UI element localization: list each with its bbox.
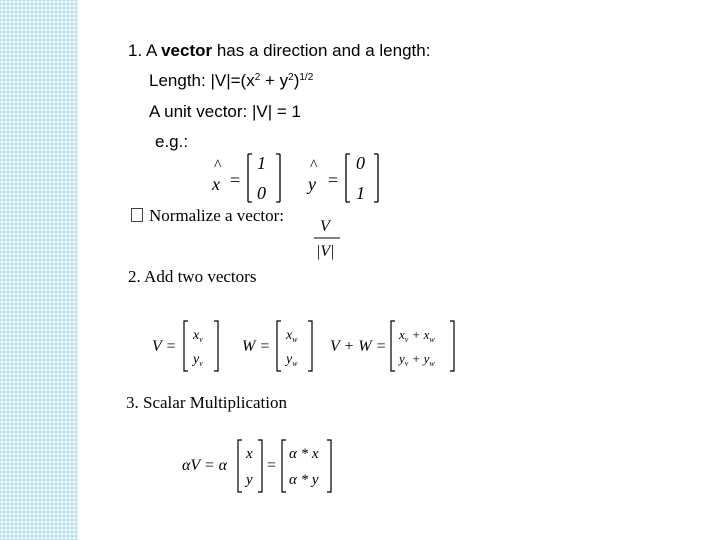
- unit-vector-examples: [200, 148, 390, 210]
- scalar-result-top: α * x: [289, 446, 319, 462]
- scalar-left-bracket-1: [238, 440, 242, 492]
- xhat-example: [211, 153, 280, 203]
- svg-text:xv: [192, 328, 203, 344]
- yhat-hat: ^: [310, 157, 318, 174]
- xhat-top: 1: [257, 153, 266, 173]
- v-lhs: V =: [152, 338, 177, 355]
- w-right-bracket: [308, 321, 312, 371]
- xhat-right-bracket: [276, 154, 280, 202]
- yhat-bottom: 1: [356, 183, 365, 203]
- yhat-equals: =: [328, 170, 339, 190]
- add-vectors-heading: 2. Add two vectors: [128, 267, 257, 286]
- scalar-right-bracket-2: [327, 440, 331, 492]
- w-bottom: y: [286, 352, 293, 367]
- w-left-bracket: [277, 321, 281, 371]
- length-mid: + y: [260, 71, 289, 90]
- scalar-bottom: y: [246, 472, 253, 488]
- scalar-multiplication-formula: [180, 436, 340, 496]
- svg-text:xv + xw: [398, 327, 435, 344]
- scalar-right-bracket-1: [258, 440, 262, 492]
- svg-text:yv: [191, 352, 203, 368]
- yhat-right-bracket: [374, 154, 378, 202]
- normalize-formula: [310, 214, 350, 264]
- xhat-left-bracket: [248, 154, 252, 202]
- scalar-top: x: [246, 446, 253, 462]
- xhat-bottom: 0: [257, 183, 266, 203]
- sum-bottom-b-sub: w: [429, 359, 435, 368]
- line1-bold-term: vector: [161, 41, 213, 60]
- v-bottom: y: [193, 352, 200, 367]
- svg-text:xw: [285, 328, 298, 344]
- scalar-result-bottom: α * y: [289, 472, 319, 488]
- svg-text:yw: [284, 352, 298, 368]
- length-prefix: Length: |V|=(x: [149, 71, 255, 90]
- length-sup-2: 2: [288, 72, 294, 83]
- scalar-multiplication-heading: 3. Scalar Multiplication: [126, 393, 287, 412]
- normalize-denominator: |V|: [316, 243, 335, 260]
- sum-bottom-op: + y: [408, 351, 430, 366]
- length-close: ): [293, 71, 300, 90]
- scalar-lhs: αV = α: [182, 457, 228, 474]
- line1-prefix: 1. A: [128, 41, 162, 60]
- yhat-left-bracket: [346, 154, 350, 202]
- eg-line: e.g.:: [155, 132, 189, 151]
- length-formula-line: [149, 71, 313, 91]
- sum-bottom-a-sub: v: [404, 359, 409, 368]
- unit-vector-line: A unit vector: |V| = 1: [149, 102, 301, 121]
- normalize-text: Normalize a vector:: [149, 206, 284, 225]
- normalize-numerator: V: [320, 218, 330, 235]
- sum-top-a-sub: v: [404, 335, 409, 344]
- v-left-bracket: [184, 321, 188, 371]
- w-bottom-sub: w: [292, 359, 298, 368]
- v-top-sub: v: [199, 335, 203, 344]
- sum-top-op: + x: [408, 327, 430, 342]
- yhat-var: y: [308, 174, 316, 194]
- sum-left-bracket: [391, 321, 395, 371]
- v-top: x: [193, 328, 200, 343]
- w-top: x: [286, 328, 293, 343]
- decorative-side-band: [0, 0, 78, 540]
- v-right-bracket: [214, 321, 218, 371]
- xhat-equals: =: [230, 170, 241, 190]
- xhat-hat: ^: [214, 157, 222, 174]
- v-bottom-sub: v: [199, 359, 203, 368]
- w-top-sub: w: [292, 335, 298, 344]
- bullet-square-icon: [131, 208, 143, 222]
- sum-lhs: V + W =: [330, 338, 387, 355]
- v-definition: [152, 321, 218, 371]
- scalar-left-bracket-2: [282, 440, 286, 492]
- w-definition: [242, 321, 312, 371]
- xhat-var: x: [212, 174, 220, 194]
- vector-definition-line: [128, 41, 430, 61]
- length-sup-3: 1/2: [299, 72, 314, 83]
- scalar-equals: =: [267, 457, 277, 474]
- sum-bottom-a: y: [399, 351, 405, 366]
- yhat-example: [306, 153, 378, 203]
- sum-top-a: x: [399, 327, 405, 342]
- normalize-bullet: [131, 206, 284, 226]
- svg-text:yv + yw: [397, 351, 435, 368]
- sum-right-bracket: [450, 321, 454, 371]
- sum-top-b-sub: w: [429, 335, 435, 344]
- sum-definition: [330, 321, 454, 371]
- vector-addition-formulas: [148, 318, 468, 374]
- line1-suffix: has a direction and a length:: [212, 41, 431, 60]
- yhat-top: 0: [356, 153, 365, 173]
- w-lhs: W =: [242, 338, 271, 355]
- length-sup-1: 2: [254, 72, 261, 83]
